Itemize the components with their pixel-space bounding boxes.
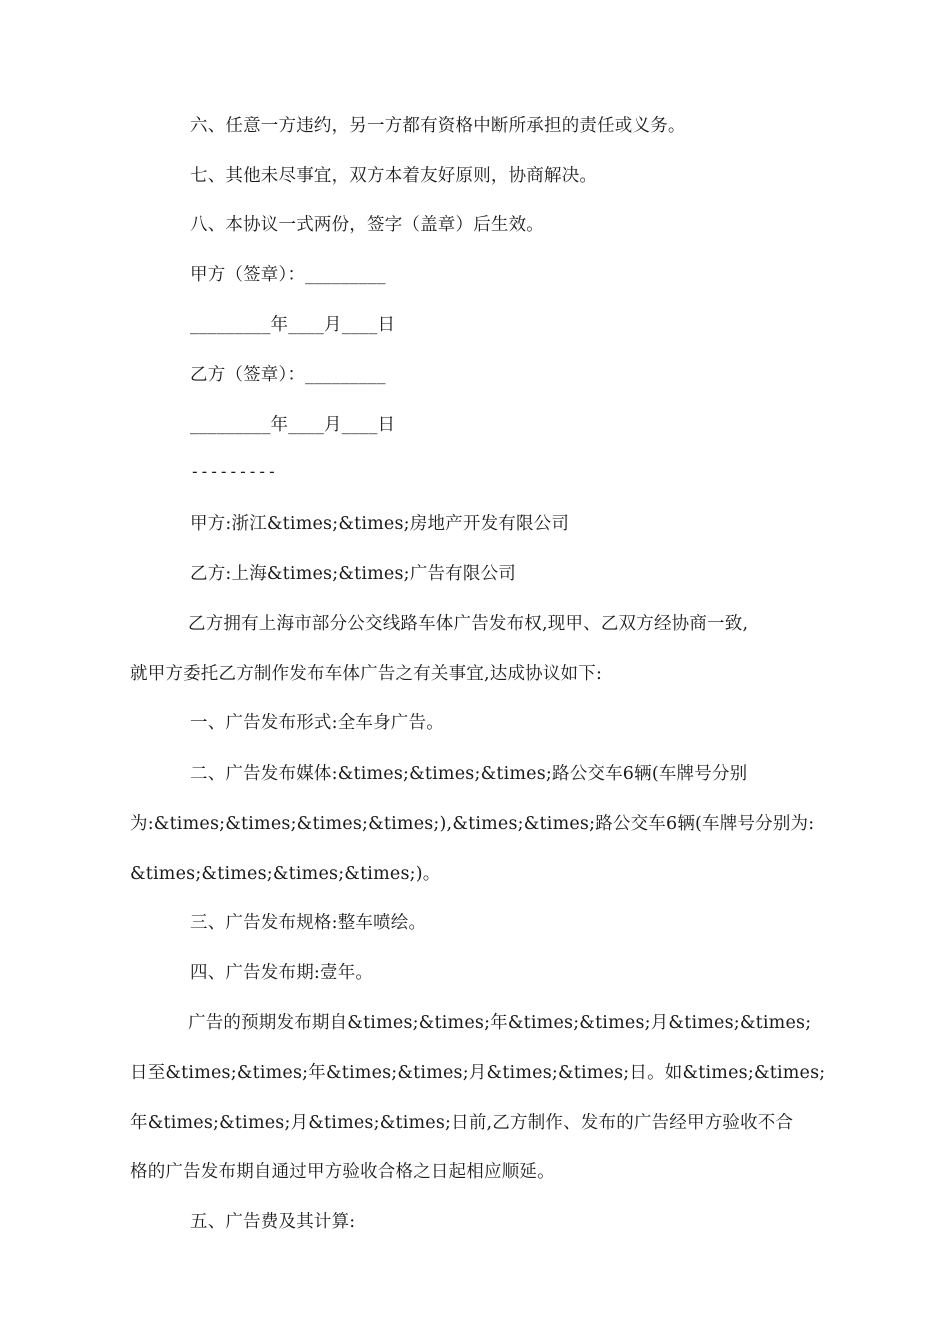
period-line-2: 日至&times;&times;年&times;&times;月&times;&times;日。如&times;&times; (130, 1063, 826, 1083)
clause-7: 七、其他未尽事宜，双方本着友好原则，协商解决。 (190, 166, 598, 186)
clause-8: 八、本协议一式两份，签字（盖章）后生效。 (190, 215, 544, 235)
party-b-date: _________年____月____日 (190, 415, 396, 435)
clause-5: 五、广告费及其计算: (190, 1212, 356, 1232)
clause-2-line-2: 为:&times;&times;&times;&times;),&times;&times;路公交车6辆(车牌号分别为: (130, 814, 815, 834)
period-line-1: 广告的预期发布期自&times;&times;年&times;&times;月&times;&times; (188, 1013, 812, 1033)
party-a-name: 甲方:浙江&times;&times;房地产开发有限公司 (190, 514, 570, 534)
period-line-4: 格的广告发布期自通过甲方验收合格之日起相应顺延。 (130, 1162, 555, 1182)
period-line-3: 年&times;&times;月&times;&times;日前,乙方制作、发布的广告经甲方验收不合 (130, 1113, 794, 1133)
preamble-line-1: 乙方拥有上海市部分公交线路车体广告发布权,现甲、乙双方经协商一致, (188, 614, 749, 634)
section-separator: --------- (190, 462, 277, 481)
preamble-line-2: 就甲方委托乙方制作发布车体广告之有关事宜,达成协议如下: (130, 664, 603, 684)
clause-3: 三、广告发布规格:整车喷绘。 (190, 913, 427, 933)
party-b-name: 乙方:上海&times;&times;广告有限公司 (190, 564, 516, 584)
party-a-date: _________年____月____日 (190, 315, 396, 335)
party-b-signature: 乙方（签章）：_________ (190, 365, 386, 385)
clause-4: 四、广告发布期:壹年。 (190, 963, 374, 983)
clause-2-line-3: &times;&times;&times;&times;)。 (130, 864, 441, 884)
clause-6: 六、任意一方违约，另一方都有资格中断所承担的责任或义务。 (190, 116, 686, 136)
clause-2-line-1: 二、广告发布媒体:&times;&times;&times;路公交车6辆(车牌号分别 (190, 764, 748, 784)
clause-1: 一、广告发布形式:全车身广告。 (190, 713, 444, 733)
party-a-signature: 甲方（签章）：_________ (190, 265, 386, 285)
